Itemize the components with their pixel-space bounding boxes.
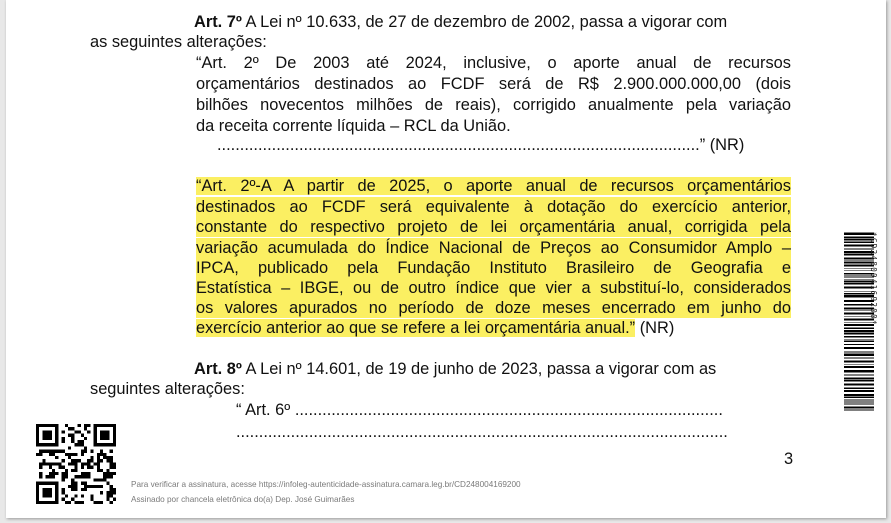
quote2-line-2: destinados ao FCDF será equivalente à dotação do exercício anterior, [196, 198, 791, 216]
quote1-dots-line: ..........................................................................................................” (NR) [217, 136, 745, 154]
quote2-line-1-text: “Art. 2º-A A partir de 2025, o aporte anual de recursos orçamentários [196, 177, 791, 195]
document-page [6, 0, 886, 518]
quote2-line-7: os valores apurados no período de doze meses encerrado em junho do [196, 299, 791, 317]
art8-line2: seguintes alterações: [90, 380, 245, 398]
quote2-line-6: Estatística – IBGE, ou de outro índice que vier a substituí-lo, considerados [196, 279, 791, 297]
quote1-line-1: “Art. 2º De 2003 até 2024, inclusive, o aporte anual de recursos [196, 54, 791, 72]
quote1-line-2: orçamentários destinados ao FCDF será de R$ 2.900.000.000,00 (dois [196, 75, 791, 93]
art8-label: Art. 8º [194, 360, 242, 378]
art7-line1 [194, 12, 791, 32]
quote2-line-8 [196, 318, 674, 338]
art7-line1-text: A Lei nº 10.633, de 27 de dezembro de 2002, passa a vigorar com [241, 13, 728, 31]
quote2-line-4: variação acumulada do Índice Nacional de Preços ao Consumidor Amplo – [196, 239, 791, 257]
verify-text: Para verificar a assinatura, acesse https://infoleg-autenticidade-assinatura.camara.leg.br/CD248004169200 [131, 480, 521, 489]
art8-sub-line1: “ Art. 6º .............................................................................................. [236, 401, 723, 419]
barcode-number: *CD248004169200* [869, 232, 878, 326]
quote2-line-8-highlight: exercício anterior ao que se refere a lei orçamentária anual.” [196, 319, 636, 337]
quote1-line-4: da receita corrente líquida – RCL da União. [196, 117, 511, 135]
page-number: 3 [784, 450, 794, 468]
art7-label: Art. 7º [194, 13, 242, 31]
quote2-line-5: IPCA, publicado pela Fundação Instituto Brasileiro de Geografia e [196, 259, 791, 277]
art8-line1-text: A Lei nº 14.601, de 19 de junho de 2023, passa a vigorar com as [241, 360, 717, 378]
signed-text: Assinado por chancela eletrônica do(a) Dep. José Guimarães [131, 495, 355, 504]
quote2-line-8-tail: (NR) [635, 319, 675, 337]
art8-line1 [194, 359, 791, 379]
qr-code-icon [36, 424, 116, 504]
art7-line2: as seguintes alterações: [90, 33, 267, 51]
art8-sub-line2: ............................................................................................................ [236, 423, 728, 441]
quote2-line-3: constante do respectivo projeto de lei orçamentária anual, corrigida pela [196, 218, 791, 236]
quote2-line-1 [196, 176, 791, 196]
quote1-line-3: bilhões novecentos milhões de reais), corrigido anualmente pela variação [196, 96, 791, 114]
